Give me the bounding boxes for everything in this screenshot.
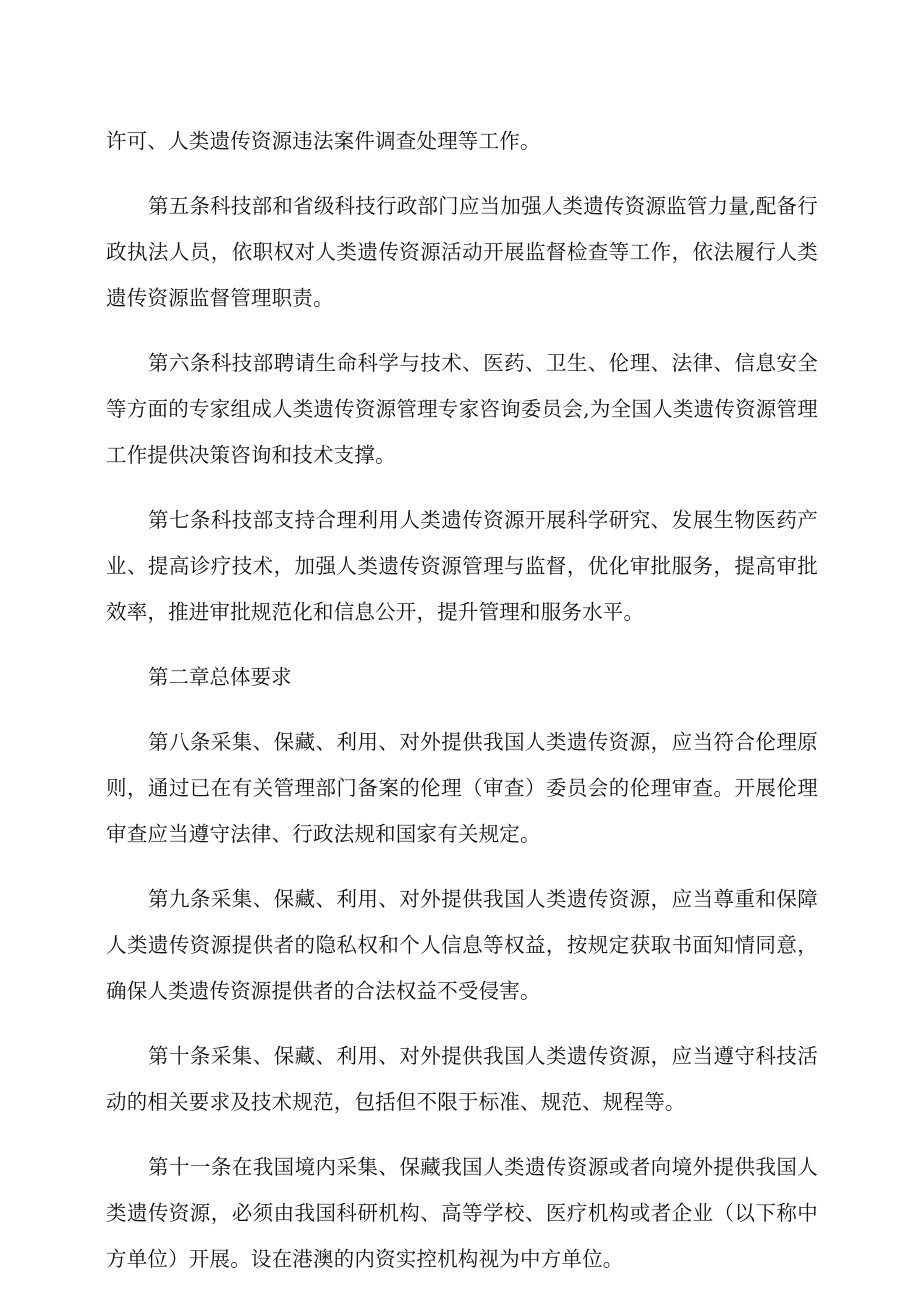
article-11-paragraph: 第十一条在我国境内采集、保藏我国人类遗传资源或者向境外提供我国人类遗传资源，必须由我国科研机构、高等学校、医疗机构或者企业（以下称中方单位）开展。设在港澳的内资实控机构视为中方单位。 (106, 1155, 818, 1271)
article-9-paragraph: 第九条采集、保藏、利用、对外提供我国人类遗传资源，应当尊重和保障人类遗传资源提供者的隐私权和个人信息等权益，按规定获取书面知情同意，确保人类遗传资源提供者的合法权益不受侵害。 (106, 887, 818, 1003)
paragraph-continuation: 许可、人类遗传资源违法案件调查处理等工作。 (106, 129, 541, 153)
article-8-paragraph: 第八条采集、保藏、利用、对外提供我国人类遗传资源，应当符合伦理原则，通过已在有关管理部门备案的伦理（审查）委员会的伦理审查。开展伦理审查应当遵守法律、行政法规和国家有关规定。 (106, 730, 818, 846)
article-6-paragraph: 第六条科技部聘请生命科学与技术、医药、卫生、伦理、法律、信息安全等方面的专家组成人类遗传资源管理专家咨询委员会,为全国人类遗传资源管理工作提供决策咨询和技术支撑。 (106, 351, 818, 467)
article-10-paragraph: 第十条采集、保藏、利用、对外提供我国人类遗传资源，应当遵守科技活动的相关要求及技术规范，包括但不限于标准、规范、规程等。 (106, 1044, 818, 1114)
article-5-paragraph: 第五条科技部和省级科技行政部门应当加强人类遗传资源监管力量,配备行政执法人员，依职权对人类遗传资源活动开展监督检查等工作，依法履行人类遗传资源监督管理职责。 (106, 194, 818, 310)
document-body (106, 118, 818, 1301)
chapter-2-heading: 第二章总体要求 (148, 665, 292, 689)
article-7-paragraph: 第七条科技部支持合理利用人类遗传资源开展科学研究、发展生物医药产业、提高诊疗技术，加强人类遗传资源管理与监督，优化审批服务，提高审批效率，推进审批规范化和信息公开，提升管理和服务水平。 (106, 508, 818, 624)
